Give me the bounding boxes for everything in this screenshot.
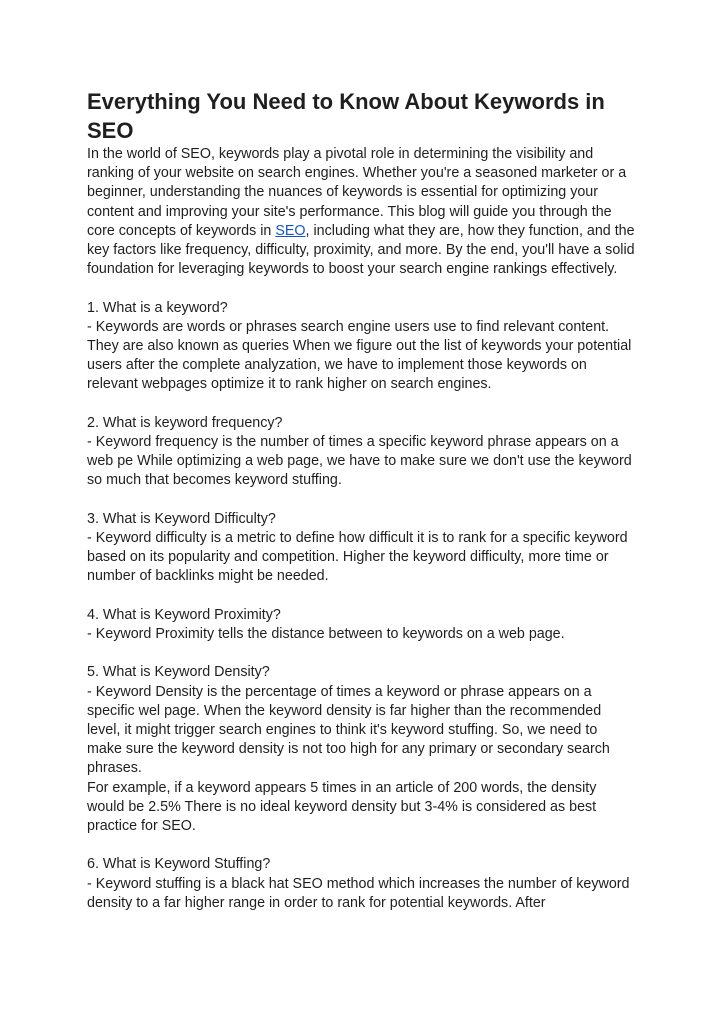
seo-link[interactable]: SEO xyxy=(275,222,306,239)
section-4-body: - Keyword Proximity tells the distance between to keywords on a web page. xyxy=(87,626,565,643)
intro-text-before-link: In the world of SEO, keywords play a pivotal role in determining the visibility and ranking of your website on search engines. Whether you're a seasoned marketer or a beginner, understanding the nuances of keywords is essential for optimizing your content and improving your site's performance. This blog will guide you through the core concepts of keywords in xyxy=(87,146,627,239)
section-5-heading: 5. What is Keyword Density? xyxy=(87,664,270,681)
document-page xyxy=(87,87,635,913)
section-3-heading: 3. What is Keyword Difficulty? xyxy=(87,510,276,527)
intro-paragraph xyxy=(87,145,635,279)
section-2-body: - Keyword frequency is the number of times a specific keyword phrase appears on a web pe While optimizing a web page, we have to make sure we don't use the keyword so much that becomes keyword stuffing. xyxy=(87,434,632,489)
intro-text-after-link: , including what they are, how they function, and the key factors like frequency, difficulty, proximity, and more. By the end, you'll have a solid foundation for leveraging keywords to boost your search engine rankings effectively. xyxy=(87,222,635,278)
spacer xyxy=(87,587,635,606)
spacer xyxy=(87,279,635,298)
section-3-body: - Keyword difficulty is a metric to define how difficult it is to rank for a specific keyword based on its popularity and competition. Higher the keyword difficulty, more time or number of backlinks might be needed. xyxy=(87,530,628,585)
section-5-example: For example, if a keyword appears 5 times in an article of 200 words, the density would be 2.5% There is no ideal keyword density but 3-4% is considered as best practice for SEO. xyxy=(87,779,597,835)
section-1-body: - Keywords are words or phrases search engine users use to find relevant content. They are also known as queries When we figure out the list of keywords your potential users after the complete analyzation, we have to implement those keywords on relevant webpages optimize it to rank higher on search engines. xyxy=(87,318,632,393)
section-6-heading: 6. What is Keyword Stuffing? xyxy=(87,856,271,873)
section-2-heading: 2. What is keyword frequency? xyxy=(87,414,283,431)
spacer xyxy=(87,491,635,510)
section-1-heading: 1. What is a keyword? xyxy=(87,299,228,316)
spacer xyxy=(87,644,635,663)
section-4-heading: 4. What is Keyword Proximity? xyxy=(87,606,281,623)
spacer xyxy=(87,395,635,414)
document-title: Everything You Need to Know About Keywords in SEO xyxy=(87,89,605,143)
spacer xyxy=(87,836,635,855)
section-5-body: - Keyword Density is the percentage of times a keyword or phrase appears on a specific wel page. When the keyword density is far higher than the recommended level, it might trigger search engines to think it's keyword stuffing. So, we need to make sure the keyword density is not too high for any primary or secondary search phrases. xyxy=(87,683,610,777)
section-6-body: - Keyword stuffing is a black hat SEO method which increases the number of keyword density to a far higher range in order to rank for potential keywords. After xyxy=(87,875,630,911)
